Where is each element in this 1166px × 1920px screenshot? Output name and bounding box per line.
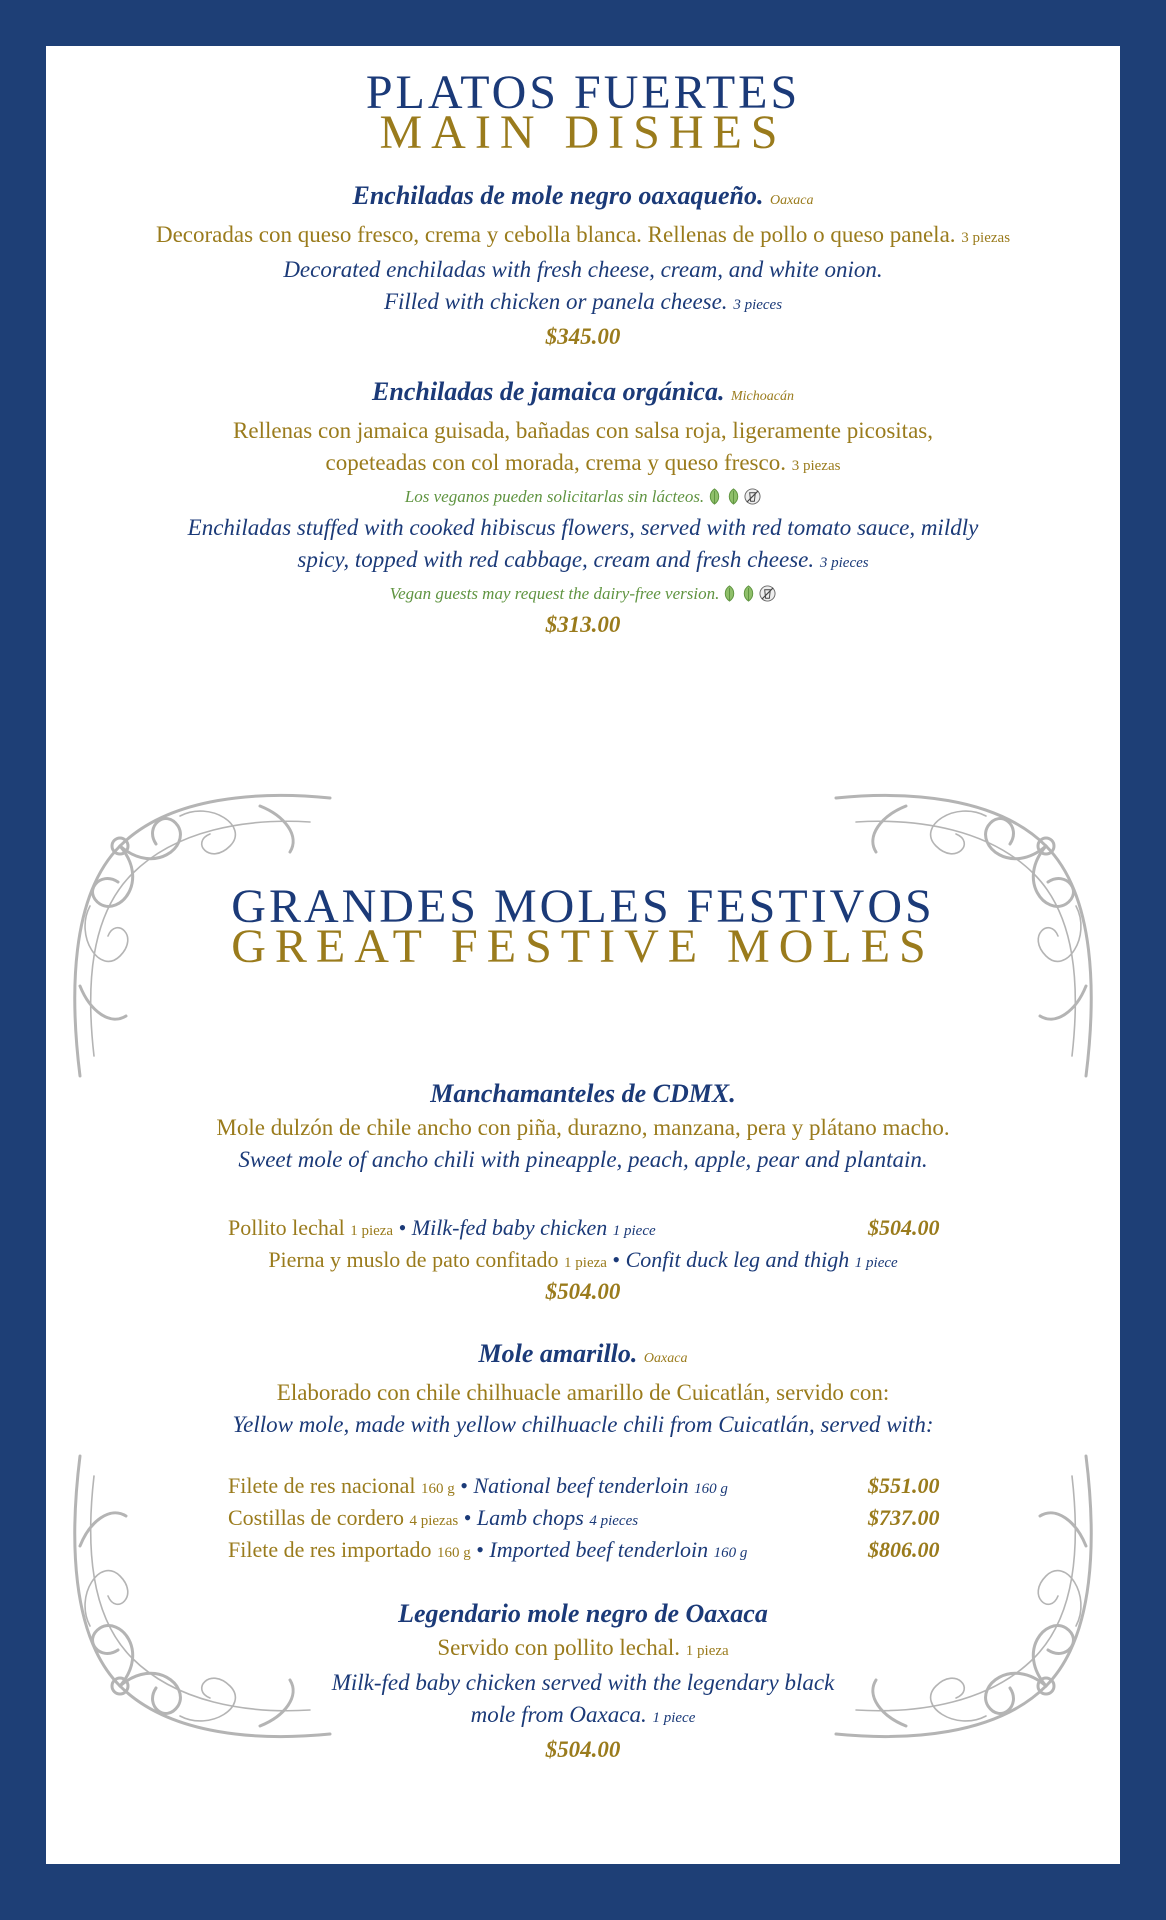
dish-mole-negro-enchiladas bbox=[46, 178, 1120, 353]
dish-desc-en-1: Decorated enchiladas with fresh cheese, cream, and white onion. bbox=[283, 257, 883, 282]
dish-desc-en: Yellow mole, made with yellow chilhuacle chili from Cuicatlán, served with: bbox=[232, 1412, 934, 1437]
dish-desc-es: Elaborado con chile chilhuacle amarillo de Cuicatlán, servido con: bbox=[276, 1380, 890, 1405]
option-row: Pierna y muslo de pato confitado 1 pieza • Confit duck leg and thigh 1 piece bbox=[268, 1247, 898, 1272]
dish-qty-en: 3 pieces bbox=[733, 297, 783, 313]
dish-desc-es: Decoradas con queso fresco, crema y cebolla blanca. Rellenas de pollo o queso panela. bbox=[155, 222, 956, 247]
dish-name: Enchiladas de jamaica orgánica. bbox=[372, 377, 725, 406]
dish-desc-es-1: Rellenas con jamaica guisada, bañadas con salsa roja, ligeramente picositas, bbox=[233, 418, 933, 443]
menu-page bbox=[46, 46, 1120, 1864]
section1-header bbox=[46, 66, 1120, 159]
dish-qty-es: 3 piezas bbox=[961, 230, 1011, 246]
dish-price: $313.00 bbox=[545, 612, 621, 637]
dish-desc-es: Mole dulzón de chile ancho con piña, durazno, manzana, pera y plátano macho. bbox=[216, 1115, 950, 1140]
vegan-note-es: Los veganos pueden solicitarlas sin lácteos. bbox=[404, 487, 705, 506]
option-en: Confit duck leg and thigh bbox=[625, 1247, 850, 1272]
dish-qty-es: 1 pieza bbox=[685, 1643, 729, 1659]
dish-qty-es: 3 piezas bbox=[791, 458, 841, 474]
dish-name: Enchiladas de mole negro oaxaqueño. bbox=[352, 181, 764, 210]
section2-title-en: GREAT FESTIVE MOLES bbox=[231, 920, 935, 973]
option-qty-en: 160 g bbox=[694, 1481, 728, 1497]
option-qty-es: 160 g bbox=[421, 1481, 455, 1497]
vegan-note-en: Vegan guests may request the dairy-free version. bbox=[389, 584, 720, 603]
option-es: Filete de res nacional bbox=[228, 1473, 416, 1498]
option-price: $806.00 bbox=[868, 1537, 940, 1562]
dish-desc-en-1: Milk-fed baby chicken served with the legendary black bbox=[331, 1670, 835, 1695]
dish-desc-en: Sweet mole of ancho chili with pineapple, peach, apple, pear and plantain. bbox=[238, 1147, 928, 1172]
option-qty-en: 1 piece bbox=[612, 1223, 656, 1239]
dish-jamaica-enchiladas bbox=[46, 374, 1120, 641]
option-es: Filete de res importado bbox=[228, 1537, 432, 1562]
option-price: $504.00 bbox=[868, 1215, 940, 1240]
dish-origin: Oaxaca bbox=[769, 193, 814, 208]
option-qty-en: 1 piece bbox=[854, 1255, 898, 1271]
dish-manchamanteles bbox=[46, 1076, 1120, 1176]
section2-title-es: GRANDES MOLES FESTIVOS bbox=[231, 880, 935, 933]
dish-legendario-mole-negro bbox=[46, 1596, 1120, 1766]
dish-desc-en-2: spicy, topped with red cabbage, cream and fresh cheese. bbox=[297, 547, 815, 572]
option-en: Milk-fed baby chicken bbox=[411, 1215, 608, 1240]
dish-origin: Oaxaca bbox=[643, 1351, 688, 1366]
option-price: $504.00 bbox=[545, 1279, 621, 1304]
option-qty-es: 160 g bbox=[436, 1545, 471, 1561]
option-row: Filete de res nacional 160 g • National beef tenderloin 160 g $551.00 bbox=[46, 1470, 1120, 1502]
option-es: Pollito lechal bbox=[228, 1215, 345, 1240]
dish-desc-es-2: copeteadas con col morada, crema y queso fresco. bbox=[325, 450, 786, 475]
option-price: $551.00 bbox=[868, 1473, 940, 1498]
option-qty-es: 1 pieza bbox=[350, 1223, 394, 1239]
dish-price: $345.00 bbox=[545, 324, 621, 349]
dish-mole-amarillo bbox=[46, 1336, 1120, 1441]
dish-desc-en-2: mole from Oaxaca. bbox=[470, 1702, 647, 1727]
dish-desc-en-1: Enchiladas stuffed with cooked hibiscus flowers, served with red tomato sauce, mildly bbox=[187, 515, 979, 540]
option-price: $737.00 bbox=[868, 1505, 940, 1530]
dish-name: Mole amarillo. bbox=[478, 1339, 638, 1368]
option-row: Pollito lechal 1 pieza • Milk-fed baby chicken 1 piece $504.00 bbox=[46, 1212, 1120, 1244]
option-es: Pierna y muslo de pato confitado bbox=[268, 1247, 559, 1272]
dish-desc-en-2: Filled with chicken or panela cheese. bbox=[383, 289, 728, 314]
dish-qty-en: 3 pieces bbox=[819, 555, 869, 571]
dish-qty-en: 1 piece bbox=[652, 1710, 696, 1726]
leaf-icon bbox=[740, 585, 757, 602]
dish-desc-es: Servido con pollito lechal. bbox=[437, 1635, 681, 1660]
dish-name: Manchamanteles de CDMX. bbox=[430, 1079, 736, 1108]
section1-title-es: PLATOS FUERTES bbox=[365, 66, 801, 119]
dish-origin: Michoacán bbox=[730, 389, 794, 404]
option-es: Costillas de cordero bbox=[228, 1505, 404, 1530]
no-dairy-icon bbox=[759, 585, 776, 602]
leaf-icon bbox=[706, 488, 723, 505]
option-qty-en: 160 g bbox=[713, 1545, 748, 1561]
leaf-icon bbox=[725, 488, 742, 505]
option-row: Costillas de cordero 4 piezas • Lamb chops 4 pieces $737.00 bbox=[46, 1502, 1120, 1534]
option-en: National beef tenderloin bbox=[473, 1473, 689, 1498]
no-dairy-icon bbox=[744, 488, 761, 505]
section2-header bbox=[46, 880, 1120, 973]
option-qty-en: 4 pieces bbox=[589, 1513, 639, 1529]
dish-name: Legendario mole negro de Oaxaca bbox=[398, 1599, 768, 1628]
option-en: Lamb chops bbox=[476, 1505, 584, 1530]
option-row: Filete de res importado 160 g • Imported beef tenderloin 160 g $806.00 bbox=[46, 1534, 1120, 1566]
dish-price: $504.00 bbox=[545, 1737, 621, 1762]
leaf-icon bbox=[721, 585, 738, 602]
section1-title-en: MAIN DISHES bbox=[379, 106, 787, 159]
option-qty-es: 4 piezas bbox=[409, 1513, 459, 1529]
option-en: Imported beef tenderloin bbox=[489, 1537, 709, 1562]
option-qty-es: 1 pieza bbox=[564, 1255, 607, 1271]
